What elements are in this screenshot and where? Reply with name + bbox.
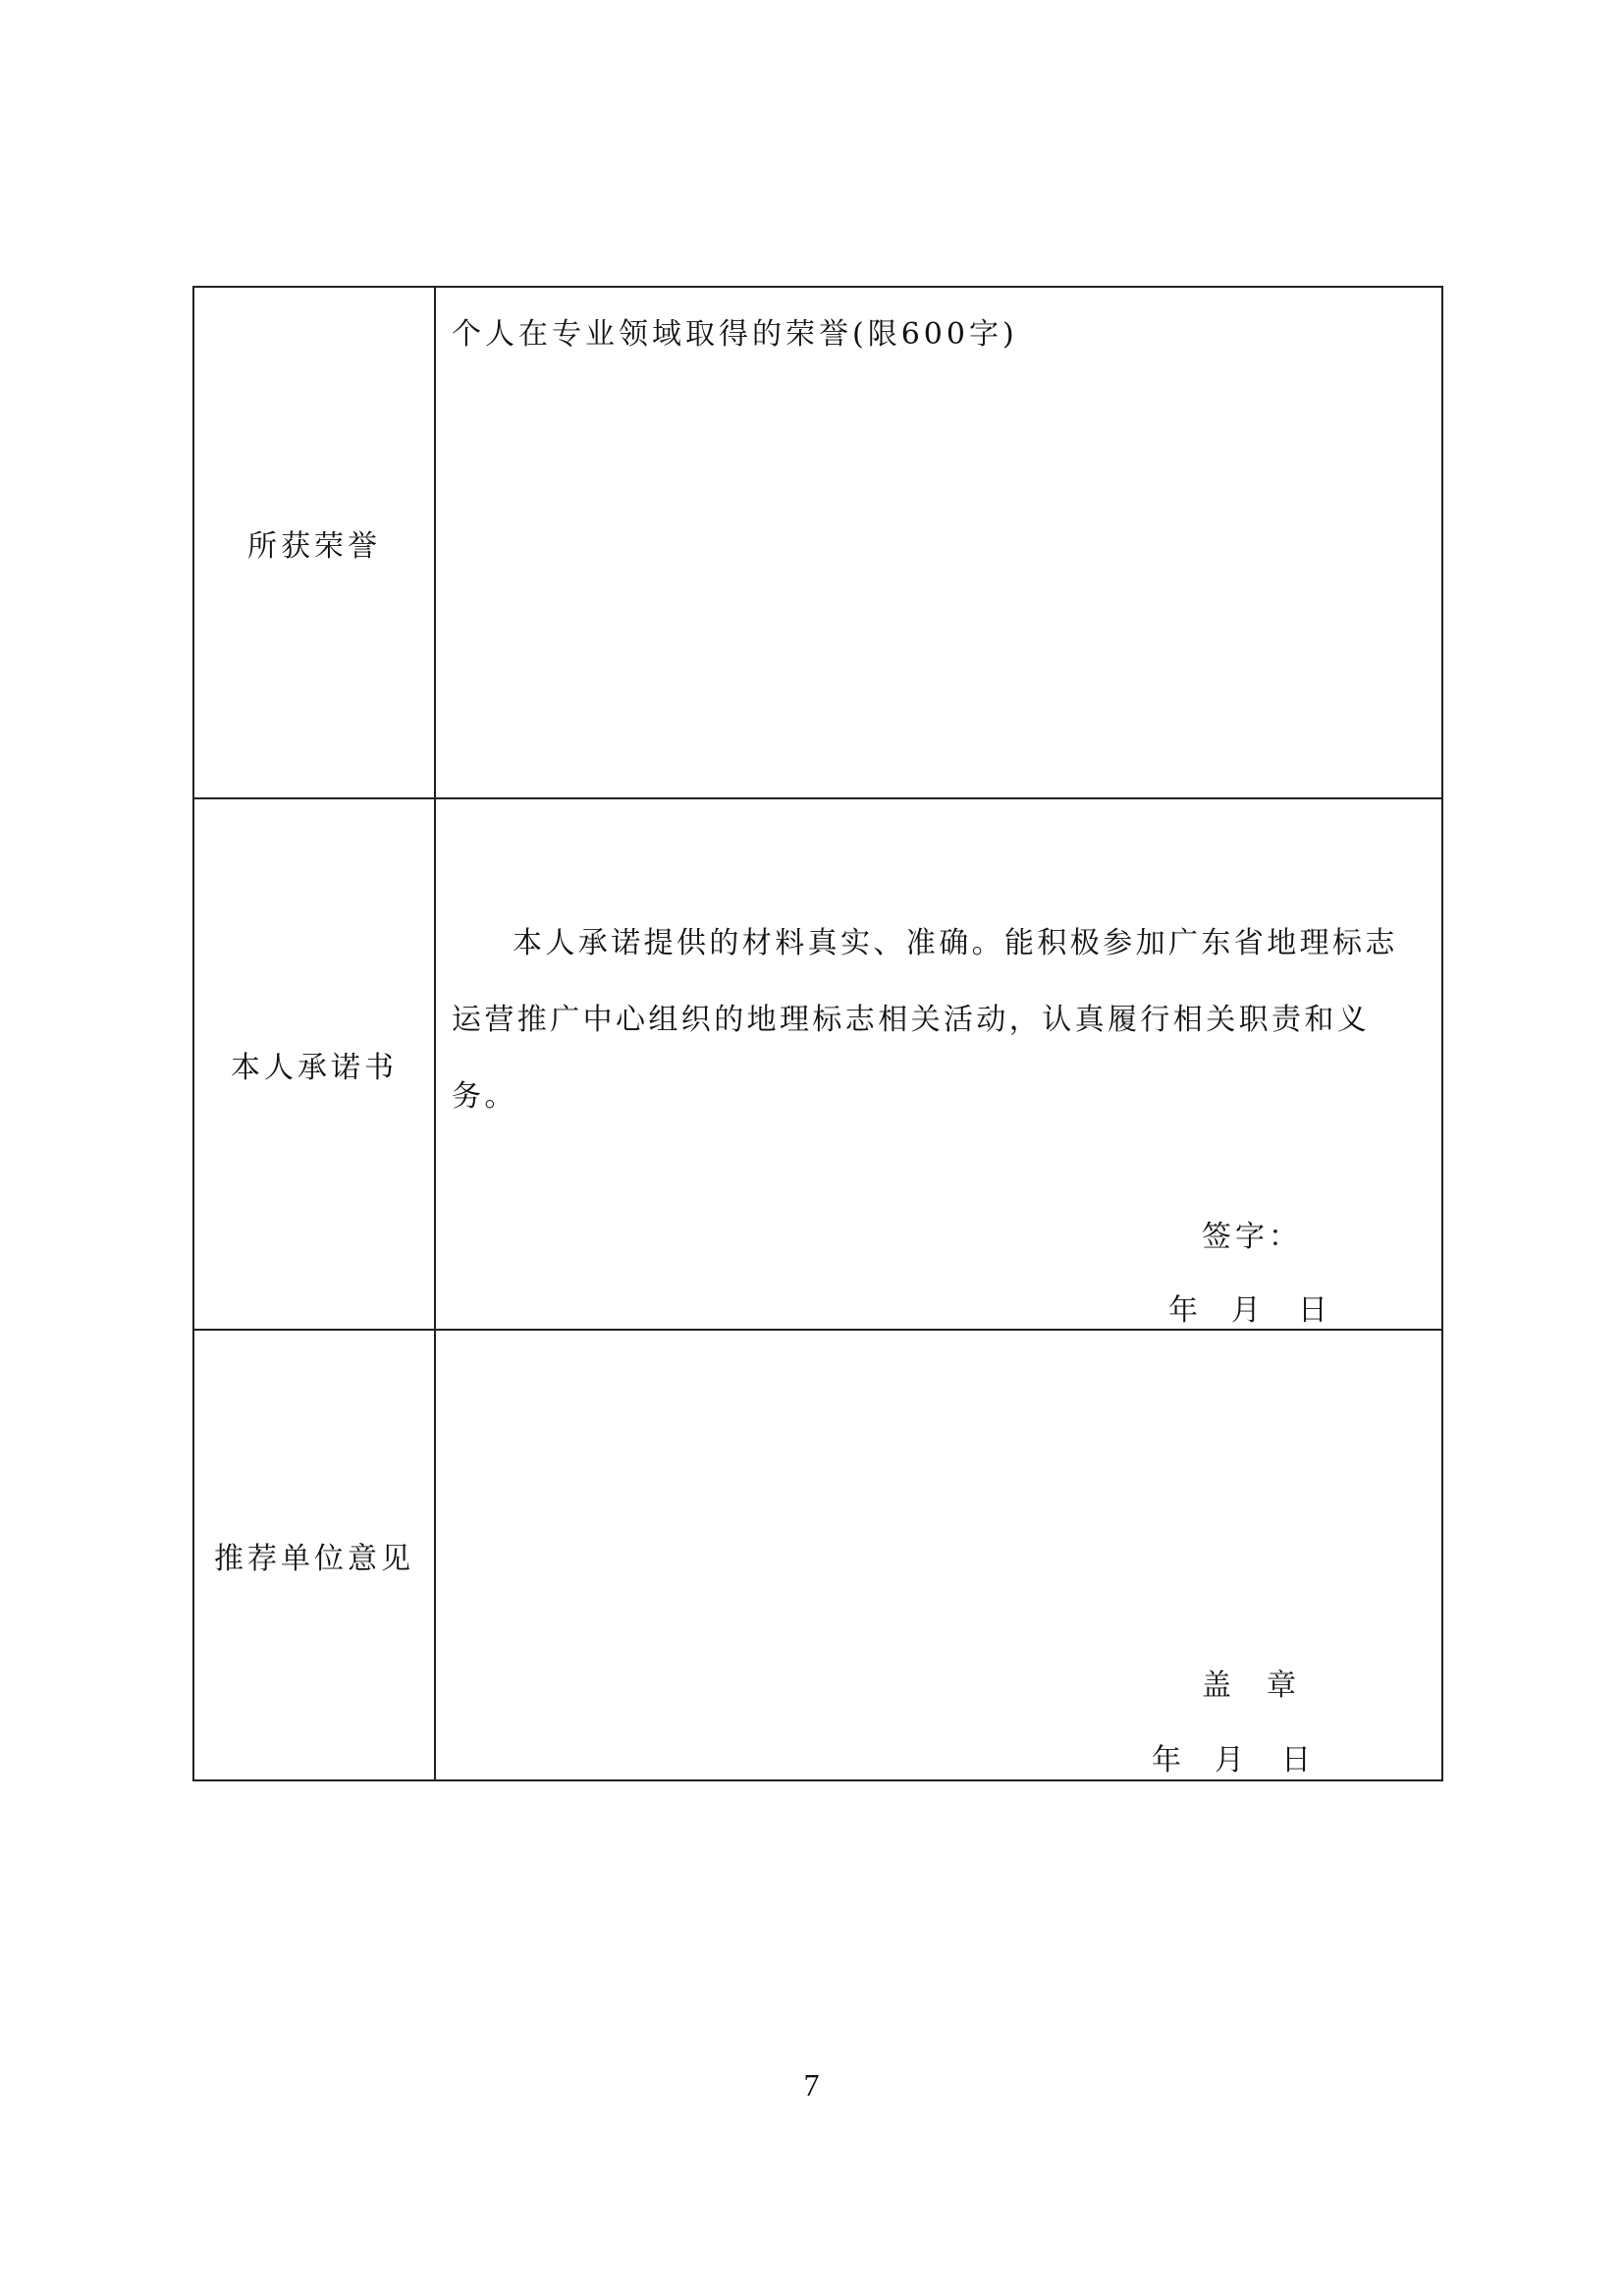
honors-hint: 个人在专业领域取得的荣誉(限600字) — [452, 317, 1018, 352]
application-form-table — [192, 286, 1443, 1781]
date-month: 月 — [1231, 1293, 1261, 1328]
pledge-text: 本人承诺提供的材料真实、准确。能积极参加广东省地理标志运营推广中心组织的地理标志相关活动，认真履行相关职责和义务。 — [452, 926, 1398, 1114]
seal-char-1: 盖 — [1202, 1668, 1231, 1703]
pledge-row — [193, 798, 1442, 1330]
date-day: 日 — [1281, 1743, 1311, 1777]
date-year: 年 — [1152, 1743, 1181, 1777]
date-year: 年 — [1168, 1293, 1198, 1328]
recommender-opinion-cell[interactable] — [435, 1330, 1442, 1780]
seal-char-2: 章 — [1267, 1668, 1296, 1703]
signature-label: 签字： — [1202, 1220, 1302, 1254]
pledge-label: 本人承诺书 — [193, 798, 435, 1330]
honors-content-cell[interactable] — [435, 287, 1442, 798]
page-number: 7 — [803, 2067, 820, 2103]
date-day: 日 — [1298, 1293, 1327, 1328]
pledge-content-cell[interactable] — [435, 798, 1442, 1330]
honors-row — [193, 287, 1442, 798]
honors-label: 所获荣誉 — [193, 287, 435, 798]
date-month: 月 — [1215, 1743, 1244, 1777]
recommender-opinion-row — [193, 1330, 1442, 1780]
recommender-opinion-label: 推荐单位意见 — [193, 1330, 435, 1780]
